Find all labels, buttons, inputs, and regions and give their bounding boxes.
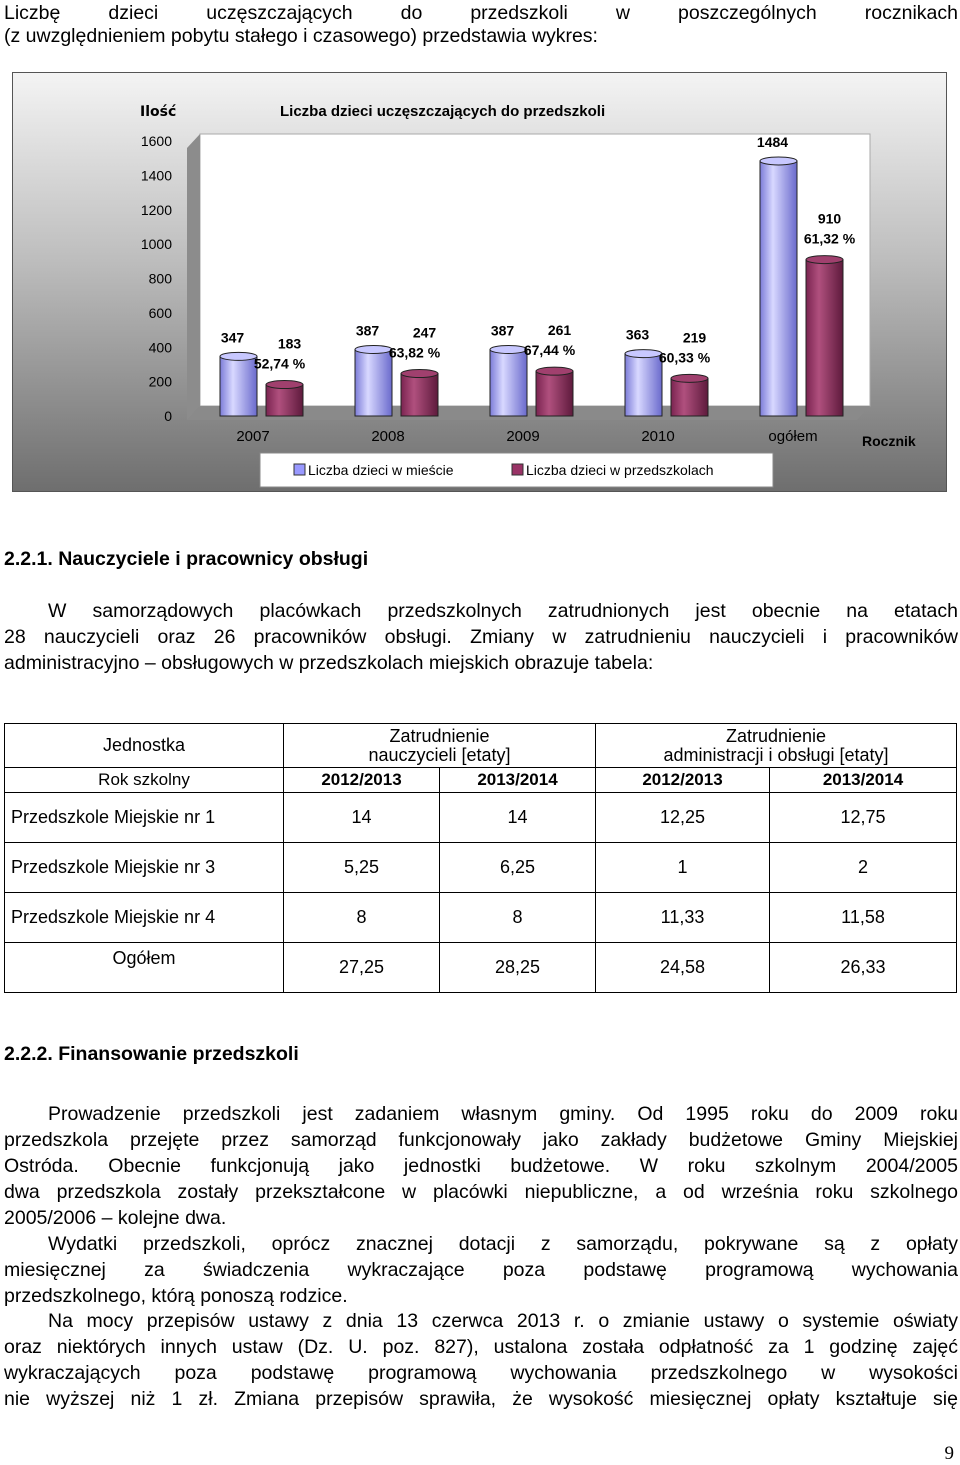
x-tick-label: 2008 bbox=[371, 428, 405, 445]
table-years-row bbox=[5, 768, 957, 793]
x-tick-label: 2009 bbox=[506, 428, 540, 445]
year-cell: 2012/2013 bbox=[596, 768, 770, 793]
page-number: 9 bbox=[944, 1443, 954, 1464]
bar-preschool bbox=[536, 371, 573, 416]
total-name: Ogółem bbox=[5, 943, 284, 993]
legend-label-city: Liczba dzieci w mieście bbox=[308, 462, 454, 478]
bar-preschool-cap bbox=[806, 256, 843, 264]
row-value: 11,33 bbox=[596, 893, 770, 943]
row-value: 14 bbox=[284, 793, 440, 843]
data-label: 387 bbox=[490, 322, 515, 339]
row-value: 8 bbox=[284, 893, 440, 943]
year-cell: 2013/2014 bbox=[440, 768, 596, 793]
bar-preschool bbox=[806, 260, 843, 416]
percent-label: 60,33 % bbox=[658, 349, 711, 366]
x-tick-label: 2007 bbox=[236, 428, 270, 445]
bar-city-cap bbox=[355, 345, 392, 353]
y-tick-label: 0 bbox=[164, 408, 172, 424]
table-row bbox=[5, 893, 957, 943]
row-value: 1 bbox=[596, 843, 770, 893]
finance-p1-line-3: Ostróda. Obecnie funkcjonują jako jednostki budżetowe. W roku szkolnym 2004/2005 bbox=[4, 1155, 958, 1177]
bar-city-cap bbox=[625, 350, 662, 358]
data-label: 363 bbox=[625, 326, 650, 343]
legend-swatch-preschool bbox=[512, 464, 523, 475]
bar-city bbox=[760, 161, 797, 416]
finance-p3-line-1: Na mocy przepisów ustawy z dnia 13 czerwca 2013 r. o zmianie ustawy o systemie oświaty bbox=[48, 1310, 958, 1332]
y-tick-label: 1400 bbox=[140, 167, 172, 184]
legend-swatch-city bbox=[294, 464, 305, 475]
row-value: 6,25 bbox=[440, 843, 596, 893]
total-value: 27,25 bbox=[284, 943, 440, 993]
bar-preschool bbox=[401, 374, 438, 416]
total-value: 24,58 bbox=[596, 943, 770, 993]
bar-preschool-cap bbox=[536, 367, 573, 375]
y-tick-label: 800 bbox=[148, 270, 172, 287]
y-tick-label: 400 bbox=[148, 339, 172, 356]
finance-p2-line-2: miesięcznej za świadczenia wykraczające poza podstawę programową wychowania bbox=[4, 1259, 958, 1281]
finance-p3-line-4: nie wyższej niż 1 zł. Zmiana przepisów sprawiła, że wysokość miesięcznej opłaty kształtuje się bbox=[4, 1388, 958, 1410]
row-value: 5,25 bbox=[284, 843, 440, 893]
employment-table bbox=[4, 723, 957, 993]
header-teachers-line-2: nauczycieli [etaty] bbox=[368, 744, 511, 765]
finance-p1-line-1: Prowadzenie przedszkoli jest zadaniem własnym gminy. Od 1995 roku do 2009 roku bbox=[48, 1103, 958, 1125]
bar-city bbox=[220, 356, 257, 416]
chart-title: Liczba dzieci uczęszczających do przedszkoli bbox=[280, 103, 606, 120]
bar-preschool bbox=[671, 378, 708, 416]
table-row bbox=[5, 793, 957, 843]
bar-city bbox=[625, 354, 662, 416]
year-cell: 2013/2014 bbox=[770, 768, 957, 793]
data-label: 387 bbox=[355, 322, 380, 339]
bar-preschool-cap bbox=[671, 374, 708, 382]
table-header-row bbox=[5, 724, 957, 768]
intro-line-2: (z uwzględnieniem pobytu stałego i czasowego) przedstawia wykres: bbox=[4, 25, 598, 47]
y-tick-label: 1200 bbox=[140, 201, 172, 218]
year-cell: 2012/2013 bbox=[284, 768, 440, 793]
children-chart bbox=[12, 72, 947, 492]
staff-text-line-1: W samorządowych placówkach przedszkolnych zatrudnionych jest obecnie na etatach bbox=[48, 600, 958, 622]
bar-preschool-cap bbox=[401, 370, 438, 378]
finance-p1-line-4: dwa przedszkola zostały przekształcone w placówki niepubliczne, a od września roku szkolnego bbox=[4, 1181, 958, 1203]
section-heading-staff: 2.2.1. Nauczyciele i pracownicy obsługi bbox=[4, 548, 369, 570]
x-axis-title: Rocznik bbox=[862, 433, 916, 449]
data-label: 261 bbox=[547, 322, 572, 339]
x-tick-label: 2010 bbox=[641, 428, 675, 445]
table-total-row bbox=[5, 943, 957, 993]
row-name: Przedszkole Miejskie nr 1 bbox=[5, 793, 284, 843]
y-tick-label: 200 bbox=[148, 373, 172, 390]
y-tick-label: 600 bbox=[148, 304, 172, 321]
percent-label: 63,82 % bbox=[388, 344, 441, 361]
percent-label: 67,44 % bbox=[523, 342, 576, 359]
y-axis-title: Ilość bbox=[140, 104, 177, 120]
bar-city bbox=[490, 349, 527, 416]
bar-city-cap bbox=[490, 345, 527, 353]
finance-p2-line-1: Wydatki przedszkoli, oprócz znacznej dotacji z samorządu, pokrywane są z opłaty bbox=[48, 1233, 958, 1255]
row-value: 14 bbox=[440, 793, 596, 843]
data-label: 1484 bbox=[756, 133, 789, 150]
data-label: 347 bbox=[220, 329, 245, 346]
bar-preschool-cap bbox=[266, 381, 303, 389]
staff-text-line-2: 28 nauczycieli oraz 26 pracowników obsługi. Zmiany w zatrudnieniu nauczycieli i pracowników bbox=[4, 626, 958, 648]
data-label: 219 bbox=[682, 329, 707, 346]
row-name: Przedszkole Miejskie nr 4 bbox=[5, 893, 284, 943]
header-admin-line-1: Zatrudnienie bbox=[725, 725, 827, 746]
data-label: 183 bbox=[277, 335, 302, 352]
row-value: 12,25 bbox=[596, 793, 770, 843]
chart-side-wall bbox=[187, 134, 200, 420]
row-value: 11,58 bbox=[770, 893, 957, 943]
header-admin-line-2: administracji i obsługi [etaty] bbox=[663, 744, 889, 765]
intro-line-1: Liczbę dzieci uczęszczających do przedszkoli w poszczególnych rocznikach bbox=[4, 2, 958, 24]
header-teachers bbox=[284, 724, 596, 768]
header-jednostka: Jednostka bbox=[5, 724, 284, 768]
section-heading-finance: 2.2.2. Finansowanie przedszkoli bbox=[4, 1043, 299, 1065]
row-name: Przedszkole Miejskie nr 3 bbox=[5, 843, 284, 893]
table-row bbox=[5, 843, 957, 893]
finance-p3-line-2: oraz niektórych innych ustaw (Dz. U. poz. 827), ustalona została odpłatność za 1 godzinę zajęć bbox=[4, 1336, 958, 1358]
x-tick-label: ogółem bbox=[768, 428, 818, 445]
year-label: Rok szkolny bbox=[5, 768, 284, 793]
finance-p2-line-3: przedszkolnego, którą ponoszą rodzice. bbox=[4, 1285, 348, 1307]
row-value: 2 bbox=[770, 843, 957, 893]
finance-p3-line-3: wykraczających poza podstawę programową wychowania przedszkolnego w wysokości bbox=[4, 1362, 958, 1384]
bar-preschool bbox=[266, 385, 303, 416]
header-admin bbox=[596, 724, 957, 768]
chart-svg bbox=[12, 72, 947, 492]
y-tick-label: 1600 bbox=[140, 133, 172, 149]
legend-label-preschool: Liczba dzieci w przedszkolach bbox=[526, 462, 714, 478]
percent-label: 61,32 % bbox=[803, 230, 856, 247]
finance-p1-line-2: przedszkola przejęte przez samorząd funkcjonowały jako zakłady budżetowe Gminy Miejskiej bbox=[4, 1129, 958, 1151]
total-value: 28,25 bbox=[440, 943, 596, 993]
percent-label: 52,74 % bbox=[253, 355, 306, 372]
staff-text-line-3: administracyjno – obsługowych w przedszkolach miejskich obrazuje tabela: bbox=[4, 652, 654, 674]
total-value: 26,33 bbox=[770, 943, 957, 993]
data-label: 247 bbox=[412, 324, 437, 341]
data-label: 910 bbox=[817, 210, 842, 227]
finance-p1-line-5: 2005/2006 – kolejne dwa. bbox=[4, 1207, 227, 1229]
bar-city-cap bbox=[760, 157, 797, 165]
bar-city bbox=[355, 349, 392, 416]
bar-city-cap bbox=[220, 352, 257, 360]
header-teachers-line-1: Zatrudnienie bbox=[389, 725, 490, 746]
y-tick-label: 1000 bbox=[140, 236, 172, 253]
row-value: 8 bbox=[440, 893, 596, 943]
row-value: 12,75 bbox=[770, 793, 957, 843]
